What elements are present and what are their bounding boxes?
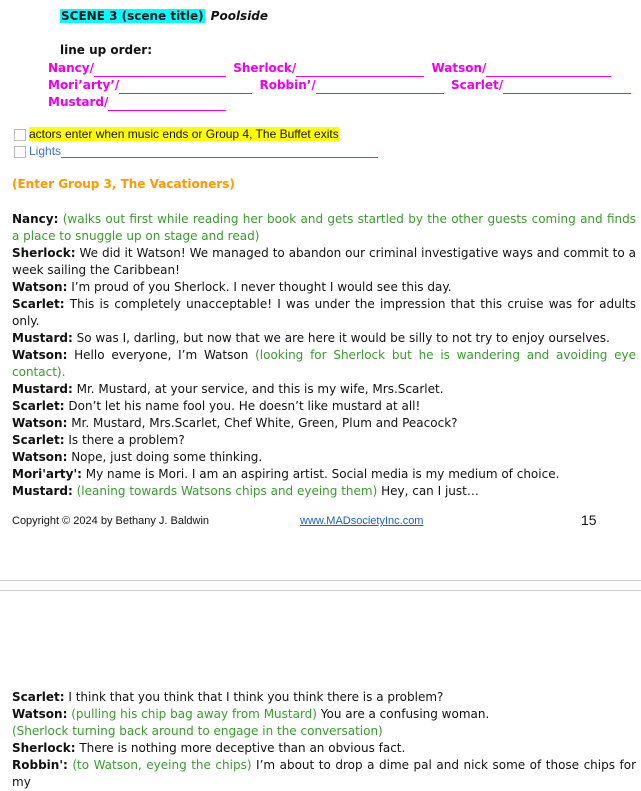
lineup-blank[interactable] [296, 64, 424, 77]
speaker-name: Watson: [12, 707, 68, 721]
dialogue-text: I’m proud of you Sherlock. I never thought I would see this day. [67, 280, 452, 294]
lineup-slot-mustard[interactable] [48, 94, 226, 111]
speaker-name: Scarlet: [12, 297, 65, 311]
page-number: 15 [581, 512, 597, 528]
dialogue-text: This is completely unacceptable! I was under the impression that this cruise was for adults only. [12, 297, 636, 328]
dialogue-text: I think that you think that I think you think there is a problem? [64, 690, 444, 704]
lineup-slot-label: Robbin’/ [259, 78, 316, 92]
speaker-name: Robbin': [12, 758, 68, 772]
stage-direction: (pulling his chip bag away from Mustard) [67, 707, 317, 721]
dialogue-line [12, 432, 636, 449]
speaker-name: Watson: [12, 280, 68, 294]
speaker-name: Mustard: [12, 331, 73, 345]
lineup-slot-moriarty[interactable] [48, 77, 252, 94]
scene-location: Poolside [210, 9, 269, 23]
dialogue-text: Don’t let his name fool you. He doesn’t like mustard at all! [64, 399, 421, 413]
script-dialogue-next-page [12, 689, 636, 791]
stage-direction: (leaning towards Watsons chips and eyeing them) [72, 484, 378, 498]
lineup-slot-label: Sherlock/ [233, 61, 297, 75]
dialogue-line [12, 330, 636, 347]
checkbox[interactable] [14, 129, 26, 141]
checkbox[interactable] [14, 146, 26, 158]
dialogue-line [12, 757, 636, 791]
speaker-name: Scarlet: [12, 690, 65, 704]
lineup-blank[interactable] [108, 98, 226, 111]
dialogue-line [12, 245, 636, 279]
dialogue-text: You are a confusing woman. [316, 707, 490, 721]
speaker-name: Mustard: [12, 484, 73, 498]
stage-direction: (looking for Sherlock but he is wandering and avoiding eye contact). [12, 348, 637, 379]
lineup-blank[interactable] [486, 64, 611, 77]
checklist-lights[interactable] [14, 144, 378, 158]
lineup-slot-sherlock[interactable] [233, 60, 424, 77]
footer-link[interactable]: www.MADsocietyInc.com [300, 515, 424, 527]
speaker-name: Mori'arty': [12, 467, 82, 481]
speaker-name: Watson: [12, 416, 68, 430]
scene-title [60, 9, 268, 23]
dialogue-text: There is nothing more deceptive than an obvious fact. [75, 741, 406, 755]
speaker-name: Nancy: [12, 212, 59, 226]
lineup-label: line up order: [60, 43, 153, 57]
dialogue-line [12, 449, 636, 466]
speaker-name: Sherlock: [12, 741, 76, 755]
page-break-bottom [0, 580, 641, 581]
dialogue-line [12, 689, 636, 706]
lineup-order [48, 60, 638, 111]
dialogue-text: My name is Mori. I am an aspiring artist. Social media is my medium of choice. [81, 467, 560, 481]
page-break-top [0, 590, 641, 591]
lineup-slot-label: Scarlet/ [450, 78, 504, 92]
dialogue-line [12, 723, 636, 740]
dialogue-text: Mr. Mustard, at your service, and this is my wife, Mrs.Scarlet. [72, 382, 444, 396]
speaker-name: Watson: [12, 348, 68, 362]
speaker-name: Sherlock: [12, 246, 76, 260]
dialogue-line [12, 466, 636, 483]
dialogue-line [12, 296, 636, 330]
speaker-name: Watson: [12, 450, 68, 464]
dialogue-line [12, 483, 636, 500]
dialogue-text: I’m about to drop a dime pal and nick some of those chips for my [12, 758, 636, 789]
actors-cue-text: actors enter when music ends or Group 4, The Buffet exits [29, 127, 339, 141]
speaker-name: Mustard: [12, 382, 73, 396]
enter-direction: (Enter Group 3, The Vacationers) [12, 177, 235, 191]
checklist-actors-cue[interactable] [14, 127, 339, 141]
dialogue-line [12, 740, 636, 757]
dialogue-line [12, 381, 636, 398]
lineup-blank[interactable] [503, 81, 631, 94]
dialogue-line [12, 211, 636, 245]
lineup-slot-robbin[interactable] [259, 77, 443, 94]
dialogue-line [12, 279, 636, 296]
dialogue-line [12, 415, 636, 432]
dialogue-line [12, 347, 636, 381]
dialogue-line [12, 706, 636, 723]
lineup-slot-label: Mustard/ [48, 95, 109, 109]
dialogue-text: So was I, darling, but now that we are here it would be silly to not try to enjoy ourselves. [72, 331, 610, 345]
lineup-slot-label: Mori’arty’/ [48, 78, 120, 92]
dialogue-text: Nope, just doing some thinking. [67, 450, 263, 464]
speaker-name: Scarlet: [12, 399, 65, 413]
dialogue-text: Is there a problem? [64, 433, 185, 447]
footer-copyright: Copyright © 2024 by Bethany J. Baldwin [12, 515, 210, 527]
lineup-slot-scarlet[interactable] [451, 77, 631, 94]
lineup-slot-nancy[interactable] [48, 60, 226, 77]
dialogue-text: We did it Watson! We managed to abandon our criminal investigative ways and commit to a week sailing the Caribbean! [12, 246, 636, 277]
stage-direction: (to Watson, eyeing the chips) [67, 758, 252, 772]
dialogue-text: Hello everyone, I’m Watson [67, 348, 256, 362]
lights-label: Lights [29, 144, 62, 158]
lineup-slot-label: Nancy/ [48, 61, 95, 75]
scene-label: SCENE 3 (scene title) [61, 9, 204, 23]
stage-direction: (walks out first while reading her book and gets startled by the other guests coming and finds a place to snuggle up on stage and read) [12, 212, 636, 243]
script-dialogue [12, 211, 636, 500]
dialogue-text: Hey, can I just… [377, 484, 479, 498]
lineup-slot-watson[interactable] [431, 60, 611, 77]
stage-direction: (Sherlock turning back around to engage in the conversation) [12, 724, 383, 738]
lights-blank[interactable] [61, 145, 378, 158]
lineup-blank[interactable] [94, 64, 226, 77]
dialogue-text: Mr. Mustard, Mrs.Scarlet, Chef White, Green, Plum and Peacock? [67, 416, 458, 430]
speaker-name: Scarlet: [12, 433, 65, 447]
lineup-blank[interactable] [316, 81, 444, 94]
lineup-blank[interactable] [119, 81, 252, 94]
lineup-slot-label: Watson/ [431, 61, 487, 75]
dialogue-line [12, 398, 636, 415]
